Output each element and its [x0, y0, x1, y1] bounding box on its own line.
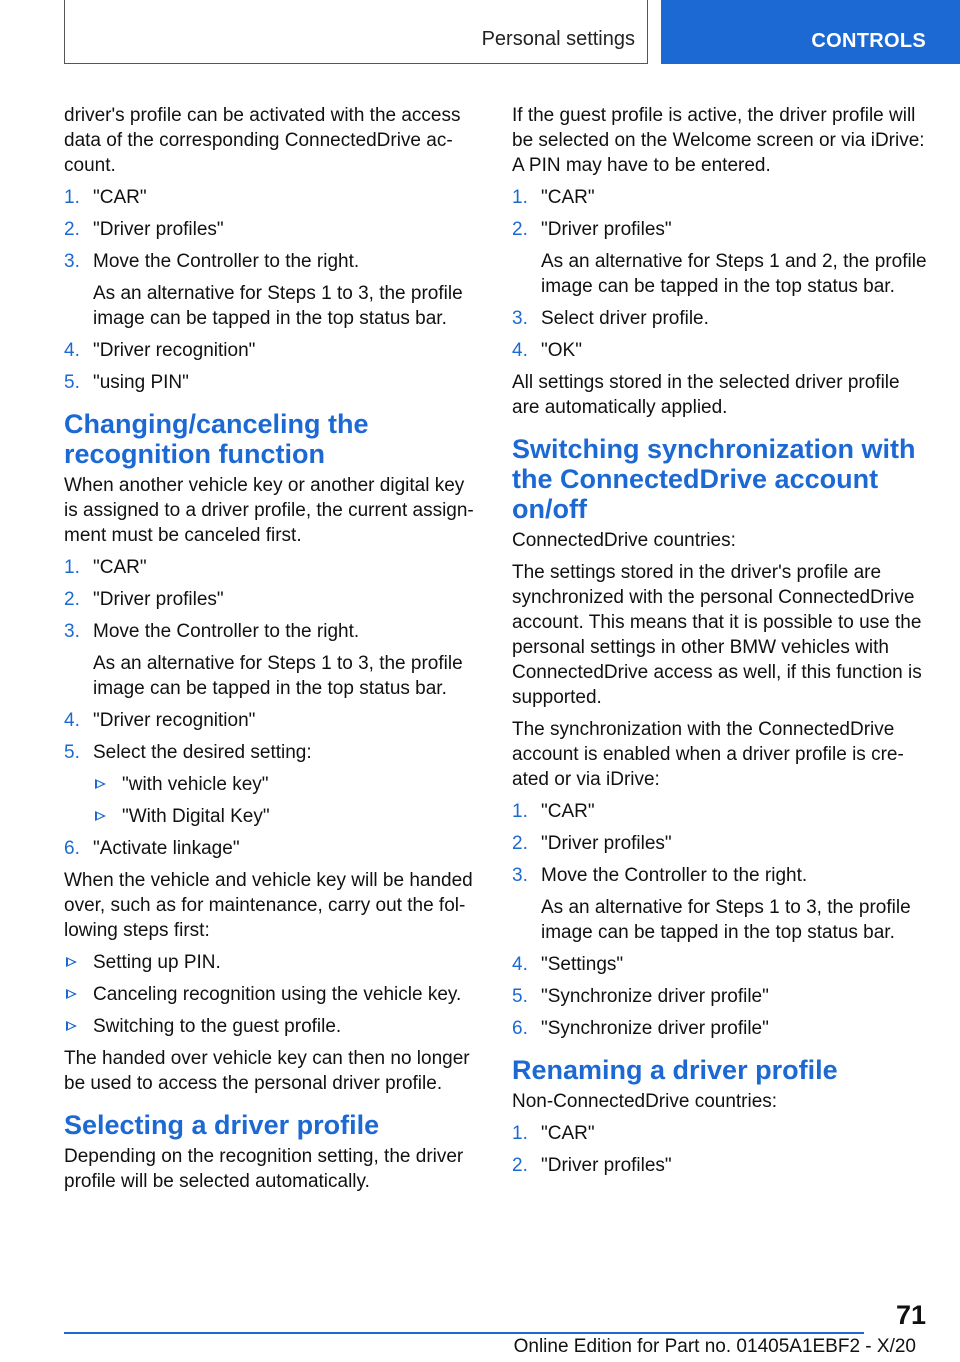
step-number: 6.: [512, 1018, 528, 1039]
footer-edition-text: Online Edition for Part no. 01405A1EBF2 - X/20: [513, 1336, 916, 1357]
list-item: 5. "using PIN": [64, 372, 189, 393]
step-number: 5.: [512, 986, 528, 1007]
step-number: 1.: [64, 187, 80, 208]
cd-countries-label: ConnectedDrive countries:: [512, 530, 736, 551]
handed-over-paragraph: The handed over vehicle key can then no longer be used to access the personal driver profile.: [64, 1048, 470, 1094]
list-item: 4. "Settings": [512, 954, 624, 975]
step-number: 4.: [512, 340, 528, 361]
list-item: 2. "Driver profiles" As an alternative for Steps 1 and 2, the profile image can be tapped in the top status bar.: [512, 217, 930, 299]
handover-bullet-list: [64, 950, 478, 1039]
header-section-box: [64, 0, 648, 64]
step-number: 5.: [64, 372, 80, 393]
selecting-paragraph: Depending on the recognition setting, the driver profile will be selected automatically.: [64, 1146, 464, 1192]
step-number: 6.: [64, 838, 80, 859]
triangle-bullet-icon: [66, 1021, 77, 1031]
step-number: 2.: [512, 1155, 528, 1176]
list-item: 3. Select driver profile.: [512, 308, 709, 329]
step-number: 4.: [64, 340, 80, 361]
sync-paragraph-1: The settings stored in the driver's profile are synchronized with the personal ConnectedDrive account. This means that it is possible to use the personal settings in other BMW vehicles with ConnectedDrive access as well, if this function is supported.: [512, 562, 922, 708]
step-number: 1.: [512, 801, 528, 822]
non-cd-countries-label: Non-ConnectedDrive countries:: [512, 1091, 778, 1112]
list-item: 1. "CAR": [512, 801, 595, 822]
step-note: As an alternative for Steps 1 to 3, the profile image can be tapped in the top status bar.: [93, 653, 463, 699]
list-item: 5. "Synchronize driver profile": [512, 986, 769, 1007]
header-chapter-tab[interactable]: [661, 0, 960, 64]
steps-list-selecting: [512, 185, 930, 363]
step-note: As an alternative for Steps 1 to 3, the profile image can be tapped in the top status bar.: [93, 283, 463, 329]
header-section-title: Personal settings: [481, 28, 635, 50]
list-item: 1. "CAR": [512, 1123, 595, 1144]
footer-divider: [64, 1332, 864, 1334]
list-item: Canceling recognition using the vehicle key.: [64, 982, 478, 1007]
steps-list-renaming: [512, 1121, 930, 1178]
step-number: 3.: [512, 308, 528, 329]
steps-list-activate: [64, 185, 478, 395]
page-number: 71: [895, 1300, 926, 1330]
step-number: 5.: [64, 742, 80, 763]
step-number: 4.: [512, 954, 528, 975]
steps-list-sync: [512, 799, 930, 1041]
list-item: 3. Move the Controller to the right. As an alternative for Steps 1 to 3, the profile image can be tapped in the top status bar.: [64, 619, 478, 701]
step-number: 1.: [512, 187, 528, 208]
list-item: 4. "Driver recognition": [64, 340, 256, 361]
header-chapter-label: CONTROLS: [811, 30, 926, 52]
right-column: [512, 103, 930, 1185]
list-item: 6. "Activate linkage": [64, 838, 240, 859]
sync-paragraph-2: The synchronization with the ConnectedDrive account is enabled when a driver profile is cre‐ ated or via iDrive:: [512, 719, 904, 790]
list-item: 1. "CAR": [64, 187, 147, 208]
heading-changing-recognition: Changing/canceling the recognition function: [64, 409, 369, 469]
triangle-bullet-icon: [95, 811, 106, 821]
step-number: 3.: [64, 251, 80, 272]
list-item: 2. "Driver profiles": [512, 833, 672, 854]
triangle-bullet-icon: [95, 779, 106, 789]
list-item: 2. "Driver profiles": [64, 589, 224, 610]
guest-paragraph: If the guest profile is active, the driver profile will be selected on the Welcome screen or via iDrive: A PIN may have to be entered.: [512, 105, 925, 176]
step-number: 3.: [64, 621, 80, 642]
applied-paragraph: All settings stored in the selected driver profile are automatically applied.: [512, 372, 900, 418]
heading-selecting-profile: Selecting a driver profile: [64, 1110, 380, 1140]
heading-switching-sync: Switching synchronization with the ConnectedDrive account on/off: [512, 434, 916, 524]
list-item: 2. "Driver profiles": [512, 1155, 672, 1176]
intro-paragraph: driver's profile can be activated with the access data of the corresponding ConnectedDrive ac‐ count.: [64, 105, 461, 176]
step-number: 2.: [512, 219, 528, 240]
step-number: 2.: [512, 833, 528, 854]
list-item: 6. "Synchronize driver profile": [512, 1018, 769, 1039]
list-item: Setting up PIN.: [64, 950, 478, 975]
step-note: As an alternative for Steps 1 to 3, the profile image can be tapped in the top status bar.: [541, 897, 911, 943]
step-number: 4.: [64, 710, 80, 731]
step-number: 2.: [64, 219, 80, 240]
step-number: 2.: [64, 589, 80, 610]
steps-list-changing: [64, 555, 478, 861]
triangle-bullet-icon: [66, 989, 77, 999]
step-number: 3.: [512, 865, 528, 886]
left-column: [64, 103, 478, 1201]
list-item: 5. Select the desired setting: "with vehicle key" "With Digital Key": [64, 740, 478, 829]
list-item: 3. Move the Controller to the right. As an alternative for Steps 1 to 3, the profile image can be tapped in the top status bar.: [512, 863, 930, 945]
list-item: 4. "OK": [512, 340, 582, 361]
list-item: Switching to the guest profile.: [64, 1014, 478, 1039]
step-number: 1.: [512, 1123, 528, 1144]
list-item: "With Digital Key": [93, 804, 478, 829]
list-item: "with vehicle key": [93, 772, 478, 797]
list-item: 1. "CAR": [64, 557, 147, 578]
heading-renaming-profile: Renaming a driver profile: [512, 1055, 838, 1085]
list-item: 1. "CAR": [512, 187, 595, 208]
step-note: As an alternative for Steps 1 and 2, the profile image can be tapped in the top status bar.: [541, 251, 927, 297]
list-item: 4. "Driver recognition": [64, 710, 256, 731]
changing-paragraph: When another vehicle key or another digital key is assigned to a driver profile, the current assign‐ ment must be canceled first.: [64, 475, 474, 546]
list-item: 3. Move the Controller to the right. As an alternative for Steps 1 to 3, the profile image can be tapped in the top status bar.: [64, 249, 478, 331]
setting-options-list: [93, 772, 478, 829]
triangle-bullet-icon: [66, 957, 77, 967]
list-item: 2. "Driver profiles": [64, 219, 224, 240]
handover-paragraph: When the vehicle and vehicle key will be handed over, such as for maintenance, carry out the fol‐ lowing steps first:: [64, 870, 473, 941]
step-number: 1.: [64, 557, 80, 578]
